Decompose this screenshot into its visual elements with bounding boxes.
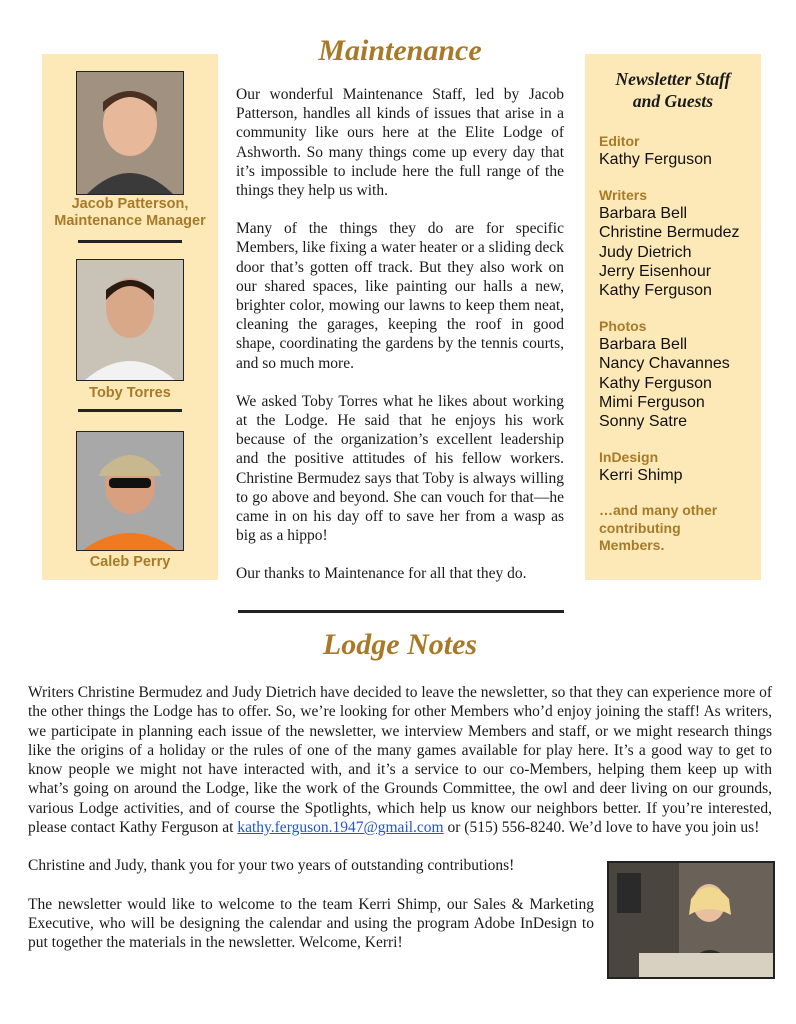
caption-caleb: Caleb Perry [89,554,171,570]
staff-name: Barbara Bell [599,205,688,223]
photo-kerri-shimp [607,861,775,979]
section-heading-indesign: InDesign [599,449,659,466]
paragraph: Many of the things they do are for specific Members, like fixing a water heater or a sliding deck door that’s gotten off track. But they also work on our shared spaces, like painting our halls a new, brighter color, mowing our lawns to keep them neat, cleaning the garages, keeping the roof in good shape, coordinating the gardens by the tennis courts, and so much more. [236,220,564,372]
staff-name: Sonny Satre [599,413,688,431]
staff-name: Kathy Ferguson [599,374,712,392]
lodge-notes-heading: Lodge Notes [322,628,478,661]
email-link[interactable]: kathy.ferguson.1947@gmail.com [237,819,444,837]
section-heading-photos: Photos [599,318,647,335]
maintenance-article [236,85,564,603]
staff-photo-sidebar [42,54,218,580]
paragraph: Writers Christine Bermudez and Judy Dietrich have decided to leave the newsletter, so that they can experience more of the other things the Lodge has to offer. So, we’re looking for other Members who’d enjoy joining the staff! As writers, we participate in planning each issue of the newsletter, we interview Members and staff, or we might research things like the origins of a holiday or the rules of one of the many games available for play here. It’s a good way to get to know people we might not have interacted with, and it’s a service to our co-Members, helping them keep up with what’s going on around the Lodge, like the work of the Grounds Committee, the owl and deer living on our grounds, various Lodge activities, and of course the Spotlights, which help us know our neighbors better. If you’re interested, please contact Kathy Ferguson at kathy.ferguson.1947@gmail.com or (515) 556-8240. We’d love to have you join us! [28,684,772,837]
newsletter-staff-box [585,54,761,580]
staff-name: Mimi Ferguson [599,393,705,411]
caption-toby: Toby Torres [89,385,171,401]
paragraph: Our thanks to Maintenance for all that they do. [236,565,527,583]
staff-name: Christine Bermudez [599,224,740,242]
staff-name: Kerri Shimp [599,467,683,485]
staff-name: Jerry Eisenhour [599,262,712,280]
staff-footer-note: …and many other contributing Members. [599,502,718,554]
staff-name: Kathy Ferguson [599,282,712,300]
paragraph: Our wonderful Maintenance Staff, led by Jacob Patterson, handles all kinds of issues that arise in a community like ours here at the Elite Lodge of Ashworth. So many things come up every day that it’s impossible to include here the full range of the things they help us with. [236,86,564,200]
paragraph: The newsletter would like to welcome to the team Kerri Shimp, our Sales & Marketing Executive, who will be designing the calendar and using the program Adobe InDesign to put together the materials in the newsletter. Welcome, Kerri! [28,895,594,952]
staff-box-title: Newsletter Staff and Guests [615,69,731,111]
staff-list [599,132,759,555]
section-heading-writers: Writers [599,187,647,204]
photo-toby-torres [76,259,184,381]
staff-name: Kathy Ferguson [599,151,712,168]
divider [78,240,182,243]
staff-name: Nancy Chavannes [599,355,730,373]
maintenance-heading: Maintenance [318,34,482,67]
photo-jacob-patterson [76,71,184,195]
staff-name: Judy Dietrich [599,243,692,261]
caption-jacob: Jacob Patterson, Maintenance Manager [54,196,206,229]
photo-caleb-perry [76,431,184,551]
section-divider [238,610,564,613]
section-heading-editor: Editor [599,133,640,149]
divider [78,409,182,412]
paragraph: Christine and Judy, thank you for your two years of outstanding contributions! [28,857,515,875]
paragraph: We asked Toby Torres what he likes about working at the Lodge. He said that he enjoys his work because of the organization’s excellent leadership and the positive attitudes of his fellow workers. Christine Bermudez says that Toby is always willing to go above and beyond. She can vouch for that—he came in on his day off to save her from a wasp as big as a hippo! [236,392,564,545]
staff-name: Barbara Bell [599,336,688,354]
